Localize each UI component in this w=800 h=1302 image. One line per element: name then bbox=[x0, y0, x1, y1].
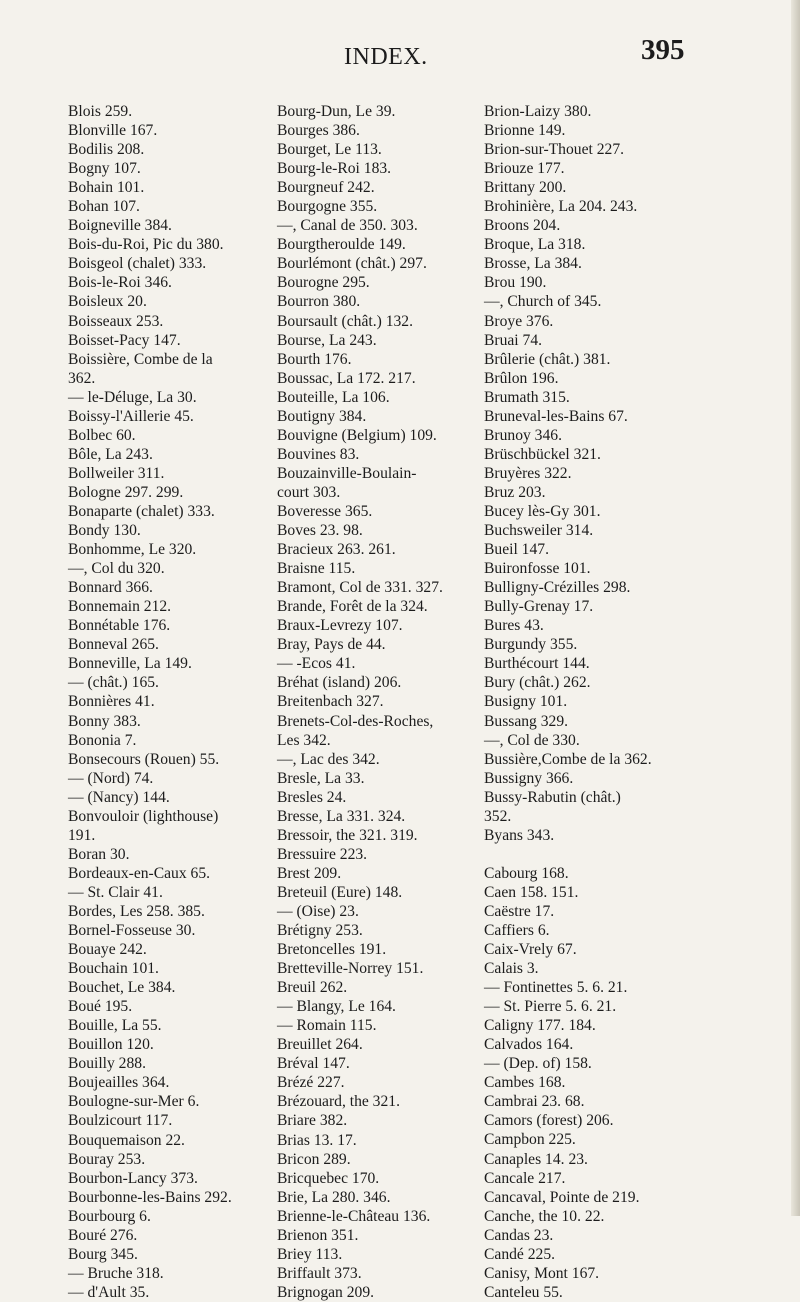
index-entry: Canteleu 55. bbox=[484, 1283, 563, 1301]
index-entry: Brézouard, the 321. bbox=[277, 1093, 400, 1111]
index-entry: Cancale 217. bbox=[484, 1169, 566, 1187]
index-entry: Bonnétable 176. bbox=[68, 617, 171, 635]
index-entry: Bressoir, the 321. 319. bbox=[277, 826, 418, 844]
index-entry: Boisleux 20. bbox=[68, 293, 147, 311]
index-entry: — (Dep. of) 158. bbox=[484, 1055, 592, 1073]
index-entry: Boisseaux 253. bbox=[68, 312, 164, 330]
index-entry: Broye 376. bbox=[484, 312, 554, 330]
index-entry: Bucey lès-Gy 301. bbox=[484, 502, 601, 520]
index-entry: Brionne 149. bbox=[484, 122, 566, 140]
index-column-3 bbox=[484, 102, 652, 1302]
index-entry: Brunoy 346. bbox=[484, 426, 562, 444]
index-entry: Boissière, Combe de la bbox=[68, 350, 213, 368]
index-entry: Bodilis 208. bbox=[68, 141, 145, 159]
index-entry: Candas 23. bbox=[484, 1226, 554, 1244]
index-entry: Bourlémont (chât.) 297. bbox=[277, 255, 427, 273]
index-entry: Caëstre 17. bbox=[484, 902, 555, 920]
index-entry: Blois 259. bbox=[68, 103, 133, 120]
index-entry: Bresle, La 33. bbox=[277, 769, 365, 787]
index-entry: Bordeaux-en-Caux 65. bbox=[68, 864, 211, 882]
index-entry: Bulligny-Crézilles 298. bbox=[484, 579, 631, 597]
index-entry: Bricon 289. bbox=[277, 1150, 351, 1168]
index-entry: Boves 23. 98. bbox=[277, 522, 363, 540]
index-entry: Boulogne-sur-Mer 6. bbox=[68, 1093, 200, 1111]
index-entry: Bonneville, La 149. bbox=[68, 655, 192, 673]
index-entry: — -Ecos 41. bbox=[277, 655, 356, 673]
index-entry: —, Col de 330. bbox=[484, 731, 580, 749]
index-entry: Bracieux 263. 261. bbox=[277, 541, 396, 559]
index-entry: Brosse, La 384. bbox=[484, 255, 582, 273]
index-entry: Bourget, Le 113. bbox=[277, 141, 382, 159]
index-entry: Bussy-Rabutin (chât.) bbox=[484, 788, 621, 806]
index-entry: — (Nancy) 144. bbox=[68, 788, 170, 806]
index-entry: Caffiers 6. bbox=[484, 921, 550, 939]
index-entry: Bôle, La 243. bbox=[68, 445, 153, 463]
index-entry: Bonny 383. bbox=[68, 712, 141, 730]
index-entry: Breteuil (Eure) 148. bbox=[277, 883, 403, 901]
index-entry: Brienon 351. bbox=[277, 1226, 359, 1244]
page-title: INDEX. bbox=[344, 44, 428, 70]
index-entry: Bolbec 60. bbox=[68, 426, 136, 444]
index-entry: Bonsecours (Rouen) 55. bbox=[68, 750, 220, 768]
index-entry: Bourron 380. bbox=[277, 293, 361, 311]
index-entry: Boveresse 365. bbox=[277, 502, 373, 520]
index-entry: Bouvigne (Belgium) 109. bbox=[277, 426, 437, 444]
index-entry: Burthécourt 144. bbox=[484, 655, 590, 673]
index-entry: Bouaye 242. bbox=[68, 941, 147, 959]
index-entry: Bourth 176. bbox=[277, 350, 352, 368]
index-entry: Bruai 74. bbox=[484, 331, 543, 349]
index-entry: Bourgneuf 242. bbox=[277, 179, 375, 197]
index-entry: Bouillon 120. bbox=[68, 1036, 154, 1054]
index-entry: Bretoncelles 191. bbox=[277, 941, 387, 959]
index-entry: Bonnières 41. bbox=[68, 693, 155, 711]
index-entry: Bois-du-Roi, Pic du 380. bbox=[68, 236, 224, 254]
index-entry: Bresles 24. bbox=[277, 788, 347, 806]
index-entry: Buironfosse 101. bbox=[484, 560, 591, 578]
index-entry: Bouray 253. bbox=[68, 1150, 146, 1168]
index-entry: Brande, Forêt de la 324. bbox=[277, 598, 428, 616]
index-entry: Boujeailles 364. bbox=[68, 1074, 170, 1092]
index-entry: Bouzainville-Boulain- bbox=[277, 464, 417, 482]
index-entry: Bonnard 366. bbox=[68, 579, 153, 597]
index-entry: — d'Ault 35. bbox=[68, 1283, 150, 1301]
index-entry: Bonaparte (chalet) 333. bbox=[68, 502, 215, 520]
index-entry: Broons 204. bbox=[484, 217, 561, 235]
index-entry: Camors (forest) 206. bbox=[484, 1112, 614, 1130]
index-entry: Braisne 115. bbox=[277, 560, 356, 578]
index-entry: — Bruche 318. bbox=[68, 1264, 164, 1282]
index-entry: Canaples 14. 23. bbox=[484, 1150, 588, 1168]
index-entry: Brienne-le-Château 136. bbox=[277, 1207, 431, 1225]
index-entry: — (Nord) 74. bbox=[68, 769, 154, 787]
index-entry: Bouré 276. bbox=[68, 1226, 138, 1244]
index-entry: Brûlerie (chât.) 381. bbox=[484, 350, 611, 368]
index-entry: Bouvines 83. bbox=[277, 445, 360, 463]
index-entry: Briffault 373. bbox=[277, 1264, 362, 1282]
index-column-2 bbox=[277, 102, 443, 1302]
index-entry: Brion-sur-Thouet 227. bbox=[484, 141, 625, 159]
index-entry: Bologne 297. 299. bbox=[68, 483, 184, 501]
index-entry: Breuil 262. bbox=[277, 979, 348, 997]
index-entry: Canisy, Mont 167. bbox=[484, 1264, 600, 1282]
index-entry: Cambes 168. bbox=[484, 1074, 566, 1092]
index-entry: Bonnemain 212. bbox=[68, 598, 172, 616]
index-entry: Boulzicourt 117. bbox=[68, 1112, 173, 1130]
index-entry: Bois-le-Roi 346. bbox=[68, 274, 172, 292]
index-entry: Bouteille, La 106. bbox=[277, 388, 390, 406]
index-entry: Busigny 101. bbox=[484, 693, 568, 711]
index-entry: Bourgtheroulde 149. bbox=[277, 236, 406, 254]
index-entry: Bornel-Fosseuse 30. bbox=[68, 922, 196, 940]
index-entry: Bouchet, Le 384. bbox=[68, 979, 176, 997]
index-entry: Briouze 177. bbox=[484, 160, 565, 178]
index-entry: Bonneval 265. bbox=[68, 636, 159, 654]
index-entry: Calvados 164. bbox=[484, 1036, 574, 1054]
index-entry: 362. bbox=[68, 369, 96, 387]
index-entry: Brenets-Col-des-Roches, bbox=[277, 712, 434, 730]
index-entry: —, Church of 345. bbox=[484, 293, 602, 311]
index-entry: Bray, Pays de 44. bbox=[277, 636, 386, 654]
index-entry: Candé 225. bbox=[484, 1245, 556, 1263]
index-entry: Brétigny 253. bbox=[277, 922, 363, 940]
index-entry: Brittany 200. bbox=[484, 179, 567, 197]
index-entry: Bondy 130. bbox=[68, 522, 141, 540]
index-entry: Brohinière, La 204. 243. bbox=[484, 198, 638, 216]
index-entry: — Blangy, Le 164. bbox=[277, 998, 396, 1016]
index-entry: — Fontinettes 5. 6. 21. bbox=[484, 979, 628, 997]
index-entry: Bueil 147. bbox=[484, 541, 549, 559]
index-gap bbox=[484, 845, 652, 864]
index-entry: Les 342. bbox=[277, 731, 331, 749]
index-entry: Bramont, Col de 331. 327. bbox=[277, 579, 443, 597]
index-entry: Briare 382. bbox=[277, 1112, 348, 1130]
index-entry: 191. bbox=[68, 826, 96, 844]
index-entry: Caen 158. 151. bbox=[484, 883, 579, 901]
index-entry: —, Lac des 342. bbox=[277, 750, 380, 768]
index-entry: Boué 195. bbox=[68, 998, 133, 1016]
index-entry: Bonvouloir (lighthouse) bbox=[68, 807, 219, 825]
index-entry: Bouquemaison 22. bbox=[68, 1131, 185, 1149]
index-entry: Bourse, La 243. bbox=[277, 331, 377, 349]
index-entry: Bogny 107. bbox=[68, 160, 141, 178]
index-entry: Bruneval-les-Bains 67. bbox=[484, 407, 628, 425]
index-entry: Brignogan 209. bbox=[277, 1283, 375, 1301]
index-entry: Bussigny 366. bbox=[484, 769, 574, 787]
index-entry: Bretteville-Norrey 151. bbox=[277, 960, 424, 978]
index-entry: Briey 113. bbox=[277, 1245, 343, 1263]
index-entry: Bury (chât.) 262. bbox=[484, 674, 591, 692]
index-entry: Boursault (chât.) 132. bbox=[277, 312, 413, 330]
index-entry: Bouilly 288. bbox=[68, 1055, 146, 1073]
index-entry: Bollweiler 311. bbox=[68, 464, 165, 482]
index-entry: — St. Pierre 5. 6. 21. bbox=[484, 998, 617, 1016]
index-entry: Braux-Levrezy 107. bbox=[277, 617, 403, 635]
index-entry: Brumath 315. bbox=[484, 388, 570, 406]
index-entry: Burgundy 355. bbox=[484, 636, 578, 654]
index-entry: Bononia 7. bbox=[68, 731, 137, 749]
index-entry: Boisset-Pacy 147. bbox=[68, 331, 181, 349]
index-entry: Bourg-le-Roi 183. bbox=[277, 160, 392, 178]
index-entry: — St. Clair 41. bbox=[68, 883, 163, 901]
page-number: 395 bbox=[641, 34, 685, 66]
page-edge bbox=[791, 0, 800, 1216]
index-entry: Boissy-l'Aillerie 45. bbox=[68, 407, 194, 425]
index-entry: Buchsweiler 314. bbox=[484, 522, 594, 540]
index-entry: Blonville 167. bbox=[68, 122, 158, 140]
index-entry: Caligny 177. 184. bbox=[484, 1017, 596, 1035]
index-entry: Cambrai 23. 68. bbox=[484, 1093, 585, 1111]
index-entry: Bully-Grenay 17. bbox=[484, 598, 594, 616]
index-entry: Calais 3. bbox=[484, 960, 539, 978]
index-entry: Bruz 203. bbox=[484, 483, 546, 501]
index-entry: Bourges 386. bbox=[277, 122, 360, 140]
index-entry: — le-Déluge, La 30. bbox=[68, 388, 197, 406]
index-entry: Bordes, Les 258. 385. bbox=[68, 902, 205, 920]
index-entry: Bourg-Dun, Le 39. bbox=[277, 103, 396, 120]
index-entry: Bouchain 101. bbox=[68, 960, 159, 978]
index-entry: Boran 30. bbox=[68, 845, 130, 863]
index-entry: Bréhat (island) 206. bbox=[277, 674, 402, 692]
index-entry: Broque, La 318. bbox=[484, 236, 586, 254]
index-entry: Bussière,Combe de la 362. bbox=[484, 750, 652, 768]
index-entry: court 303. bbox=[277, 483, 341, 501]
index-entry: Bourbonne-les-Bains 292. bbox=[68, 1188, 232, 1206]
index-entry: Brie, La 280. 346. bbox=[277, 1188, 391, 1206]
index-entry: Bouille, La 55. bbox=[68, 1017, 162, 1035]
index-entry: Bourbourg 6. bbox=[68, 1207, 151, 1225]
index-entry: Bourgogne 355. bbox=[277, 198, 378, 216]
index-entry: Cabourg 168. bbox=[484, 864, 569, 882]
index-entry: Byans 343. bbox=[484, 826, 555, 844]
index-entry: Brest 209. bbox=[277, 864, 342, 882]
index-entry: Bourg 345. bbox=[68, 1245, 138, 1263]
index-entry: Bressuire 223. bbox=[277, 845, 368, 863]
index-entry: Boutigny 384. bbox=[277, 407, 367, 425]
index-entry: — (chât.) 165. bbox=[68, 674, 159, 692]
index-entry: Cancaval, Pointe de 219. bbox=[484, 1188, 640, 1206]
index-entry: Bresse, La 331. 324. bbox=[277, 807, 406, 825]
index-entry: Brion-Laizy 380. bbox=[484, 103, 592, 120]
index-entry: Breuillet 264. bbox=[277, 1036, 363, 1054]
index-entry: — Romain 115. bbox=[277, 1017, 377, 1035]
index-entry: Brou 190. bbox=[484, 274, 547, 292]
index-entry: Brüschbückel 321. bbox=[484, 445, 601, 463]
index-entry: Boussac, La 172. 217. bbox=[277, 369, 416, 387]
index-entry: Bonhomme, Le 320. bbox=[68, 541, 197, 559]
index-entry: Bricquebec 170. bbox=[277, 1169, 380, 1187]
index-entry: Bussang 329. bbox=[484, 712, 569, 730]
index-entry: Bourbon-Lancy 373. bbox=[68, 1169, 198, 1187]
index-entry: Bruyères 322. bbox=[484, 464, 572, 482]
index-entry: Boisgeol (chalet) 333. bbox=[68, 255, 207, 273]
index-entry: Bohan 107. bbox=[68, 198, 140, 216]
index-entry: Campbon 225. bbox=[484, 1131, 576, 1149]
index-entry: —, Col du 320. bbox=[68, 560, 165, 578]
index-entry: Brézé 227. bbox=[277, 1074, 345, 1092]
index-entry: Boigneville 384. bbox=[68, 217, 172, 235]
index-entry: 352. bbox=[484, 807, 512, 825]
index-entry: Brias 13. 17. bbox=[277, 1131, 357, 1149]
index-entry: Brûlon 196. bbox=[484, 369, 559, 387]
index-entry: — (Oise) 23. bbox=[277, 902, 359, 920]
index-entry: Bourogne 295. bbox=[277, 274, 370, 292]
index-entry: Bures 43. bbox=[484, 617, 544, 635]
index-entry: Breitenbach 327. bbox=[277, 693, 384, 711]
index-column-1 bbox=[68, 102, 232, 1302]
index-entry: —, Canal de 350. 303. bbox=[277, 217, 418, 235]
index-entry: Bohain 101. bbox=[68, 179, 145, 197]
index-entry: Canche, the 10. 22. bbox=[484, 1207, 605, 1225]
index-entry: Bréval 147. bbox=[277, 1055, 350, 1073]
index-entry: Caix-Vrely 67. bbox=[484, 941, 577, 959]
